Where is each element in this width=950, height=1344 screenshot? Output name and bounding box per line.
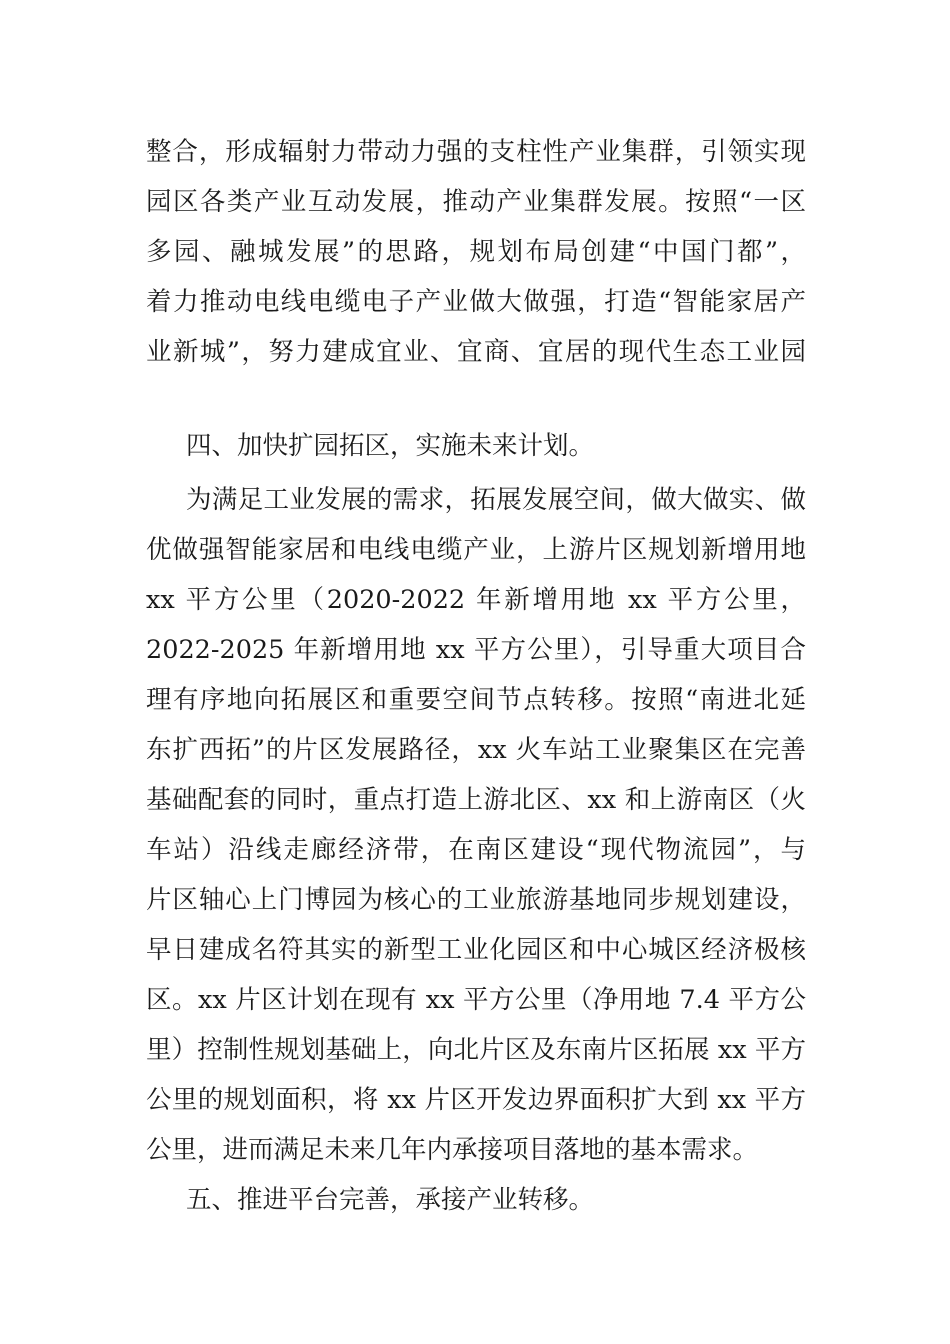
section-heading-4: 四、加快扩园拓区，实施未来计划。 [186, 431, 595, 461]
section-heading-5: 五、推进平台完善，承接产业转移。 [186, 1185, 595, 1215]
paragraph-line: 早日建成名符其实的新型工业化园区和中心城区经济极核 [146, 935, 806, 965]
paragraph-line: 片区轴心上门博园为核心的工业旅游基地同步规划建设， [146, 885, 806, 915]
paragraph-line: 车站）沿线走廊经济带，在南区建设“现代物流园”，与 [146, 835, 806, 865]
paragraph-line: 优做强智能家居和电线电缆产业，上游片区规划新增用地 [146, 535, 806, 565]
paragraph-line: 园区各类产业互动发展，推动产业集群发展。按照“一区 [146, 187, 806, 217]
paragraph-line: xx 平方公里（2020-2022 年新增用地 xx 平方公里， [146, 585, 806, 615]
paragraph-line: 为满足工业发展的需求，拓展发展空间，做大做实、做 [186, 485, 806, 515]
paragraph-line: 多园、融城发展”的思路，规划布局创建“中国门都”， [146, 237, 806, 267]
paragraph-line: 公里的规划面积，将 xx 片区开发边界面积扩大到 xx 平方 [146, 1085, 806, 1115]
paragraph-line: 业新城”，努力建成宜业、宜商、宜居的现代生态工业园 [146, 337, 806, 367]
paragraph-line: 整合，形成辐射力带动力强的支柱性产业集群，引领实现 [146, 137, 806, 167]
paragraph-line: 区。xx 片区计划在现有 xx 平方公里（净用地 7.4 平方公 [146, 985, 806, 1015]
paragraph-line: 里）控制性规划基础上，向北片区及东南片区拓展 xx 平方 [146, 1035, 806, 1065]
paragraph-line: 东扩西拓”的片区发展路径，xx 火车站工业聚集区在完善 [146, 735, 806, 765]
paragraph-line: 着力推动电线电缆电子产业做大做强，打造“智能家居产 [146, 287, 806, 317]
paragraph-line: 2022-2025 年新增用地 xx 平方公里），引导重大项目合 [146, 635, 806, 665]
paragraph-line: 基础配套的同时，重点打造上游北区、xx 和上游南区（火 [146, 785, 806, 815]
paragraph-line: 理有序地向拓展区和重要空间节点转移。按照“南进北延 [146, 685, 806, 715]
paragraph-line: 公里，进而满足未来几年内承接项目落地的基本需求。 [146, 1135, 759, 1165]
